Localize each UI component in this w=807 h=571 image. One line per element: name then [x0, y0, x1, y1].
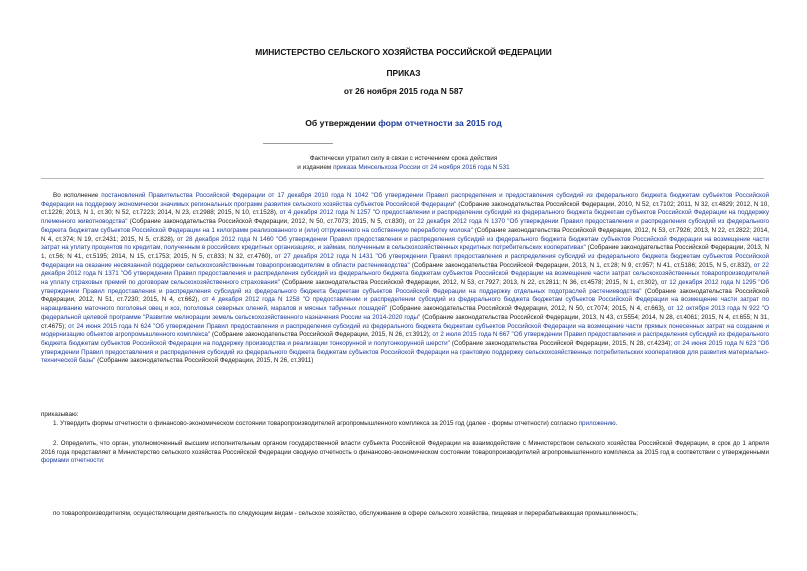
preamble-link[interactable]: постановлений Правительства Российской Федерации от 17 декабря 2010 года N 1042 "Об утверждении Правил распределения и предоставления субсидий из федерального бюджета бюджетам субъектов Российской Федерации на поддержку экономически значимых региональных программ развития сельского хозяйства субъектов Российской Федерации"	[41, 192, 769, 208]
order-item-1-text: 1. Утвердить формы отчетности о финансово-экономическом состоянии товаропроизводителей агропромышленного комплекса за 2015 год (далее - формы отчетности) согласно	[53, 420, 579, 427]
preamble-link[interactable]: от 27 декабря 2012 года N 1431 "Об утверждении Правил предоставления и распределения субсидий из федерального бюджета бюджетам субъектов Российской Федерации на оказание несвязанной поддержки сельскохозяйственным товаропроизводителям в области растениеводства"	[41, 252, 769, 269]
preamble-link[interactable]: от 12 октября 2013 года N 922 "О федеральной целевой программе "Развитие мелиорации земель сельскохозяйственного назначения России на 2014-2020 годы"	[41, 305, 769, 321]
preamble-text: (Собрание законодательства Российской Федерации, 2012, N 50, ст.7073; 2015, N 5, ст.830),	[127, 218, 409, 226]
order-word: приказываю:	[41, 411, 79, 418]
doc-title	[0, 118, 807, 128]
preamble-link[interactable]: от 2 июля 2015 года N 667 "Об утверждении Правил предоставления и распределения субсидий из федерального бюджета бюджетам субъектов Российской Федерации на поддержку производства и реализации тонкорунной и полутонкорунной шерсти"	[41, 331, 770, 347]
order-item-3: по товаропроизводителям, осуществляющим деятельность по следующим видам - сельское хозяйство, обслуживание в сфере сельского хозяйства, пищевая и перерабатывающая промышленность;	[53, 510, 638, 517]
status-note-link[interactable]: приказа Минсельхоза России от 24 ноября 2016 года N 531	[333, 164, 510, 171]
preamble-text: (Собрание законодательства Российской Федерации, 2015, N 28, ст.4234);	[449, 339, 675, 347]
doc-type-heading: ПРИКАЗ	[386, 68, 421, 78]
preamble-link[interactable]: от 24 июня 2015 года N 623 "Об утверждении Правил предоставления и распределения субсидий из федерального бюджета бюджетам субъектов Российской Федерации на грантовую поддержку сельскохозяйственных потребительских кооперативов для развития материально-технической базы"	[41, 339, 769, 365]
section-divider	[41, 178, 764, 179]
appendix-link[interactable]: приложению	[578, 420, 616, 427]
preamble-text: (Собрание законодательства Российской Федерации, 2012, N 50, ст.7074; 2015, N 4, ст.663),	[387, 305, 668, 313]
preamble-text: (Собрание законодательства Российской Федерации, 2012, N 53, ст.7927; 2013, N 22, ст.2811; N 36, ст.4578; 2015, N 1, ст.302),	[279, 279, 661, 287]
preamble-paragraph	[41, 192, 769, 366]
preamble-text: (Собрание законодательства Российской Федерации, 2010, N 52, ст.7102; 2011, N 32, ст.4829; 2012, N 10, ст.1226; 2013, N 1, ст.30; N 52, ст.7223; 2014, N 23, ст.2988; 2015, N 10, ст.1528),	[41, 200, 769, 217]
order-item-1	[41, 420, 769, 429]
preamble-link[interactable]: от 12 декабря 2012 года N 1295 "Об утверждении Правил предоставления и распределения субсидий из федерального бюджета бюджетам субъектов Российской Федерации на поддержку отдельных подотраслей растениеводства"	[41, 279, 770, 295]
preamble-link[interactable]: от 28 декабря 2012 года N 1460 "Об утверждении Правил предоставления и распределения субсидий из федерального бюджета бюджетам субъектов Российской Федерации на возмещение части затрат на уплату процентов по кредитам, полученным в российских кредитных организациях, и займам, полученным в сельскохозяйственных кредитных потребительских кооперативах"	[41, 235, 769, 252]
doc-title-link[interactable]: форм отчетности за 2015 год	[378, 118, 502, 128]
status-note-line1: Фактически утратил силу в связи с истечением срока действия	[309, 155, 498, 162]
status-note-prefix: и изданием	[297, 164, 334, 171]
preamble-text: (Собрание законодательства Российской Федерации, 2015, N 26, ст.3912);	[210, 331, 433, 339]
preamble-text: (Собрание законодательства Российской Федерации, 2015, N 26, ст.3911)	[95, 357, 314, 365]
preamble-text: (Собрание законодательства Российской Федерации, 2013, N 1, ст.28; N 9, ст.957; N 41, ст.5186; 2015, N 5, ст.832),	[409, 261, 754, 269]
order-item-2-tail: :	[102, 457, 105, 465]
preamble-link[interactable]: от 22 декабря 2012 года N 1370 "Об утверждении Правил предоставления и распределения субсидий из федерального бюджета бюджетам субъектов Российской Федерации на 1 килограмм реализованного и (или) отгруженного на собственную переработку молока"	[41, 218, 769, 234]
order-item-2-text: 2. Определить, что орган, уполномоченный высшим исполнительным органом государственной власти субъекта Российской Федерации на взаимодействие с Министерством сельского хозяйства Российской Федерации, в срок до 1 апреля 2016 года представляет в Министерство сельского хозяйства Российской Федерации сводную отчетность о финансово-экономическом состоянии товаропроизводителей агропромышленного комплекса за 2015 год в соответствии с утвержденными	[41, 440, 769, 456]
preamble-link[interactable]: от 22 декабря 2012 года N 1371 "Об утверждении Правил предоставления и распределения субсидий из федерального бюджета бюджетам субъектов Российской Федерации на возмещение части затрат сельскохозяйственных товаропроизводителей на уплату страховых премий по договорам сельскохозяйственного страхования"	[41, 261, 769, 287]
preamble-link[interactable]: от 4 декабря 2012 года N 1258 "О предоставлении и распределении субсидий из федерального бюджета бюджетам субъектов Российской Федерации на возмещение части затрат по наращиванию маточного поголовья овец и коз, поголовья северных оленей, маралов и мясных табунных лошадей"	[41, 296, 769, 313]
preamble-text: (Собрание законодательства Российской Федерации, 2012, N 51, ст.7230; 2015, N 4, ст.662),	[41, 287, 770, 304]
preamble-link[interactable]: от 4 декабря 2012 года N 1257 "О предоставлении и распределении субсидий из федерального бюджета бюджетам субъектов Российской Федерации на поддержку племенного животноводства"	[41, 209, 769, 226]
order-item-2	[41, 440, 769, 466]
preamble-text: (Собрание законодательства Российской Федерации, 2012, N 53, ст.7926; 2013, N 22, ст.2822; 2014, N 4, ст.374; N 19, ст.2431; 2015, N 5, ст.828),	[41, 226, 769, 243]
preamble-text: Во исполнение	[53, 192, 102, 199]
preamble-link[interactable]: от 24 июня 2015 года N 624 "Об утверждении Правил предоставления и распределения субсидий из федерального бюджета бюджетам субъектов Российской Федерации на возмещение части прямых понесенных затрат на создание и модернизацию объектов агропромышленного комплекса"	[41, 322, 769, 339]
ministry-heading: МИНИСТЕРСТВО СЕЛЬСКОГО ХОЗЯЙСТВА РОССИЙСКОЙ ФЕДЕРАЦИИ	[255, 47, 552, 57]
doc-title-prefix: Об утверждении	[305, 118, 379, 128]
status-note-line2	[0, 164, 807, 171]
report-forms-link[interactable]: формами отчетности	[41, 457, 103, 465]
order-item-1-tail: .	[615, 420, 618, 427]
title-divider	[263, 143, 333, 144]
preamble-text: (Собрание законодательства Российской Федерации, 2013, N 1, ст.56; N 41, ст.5195; 2014, N 15, ст.1753; 2015, N 5, ст.833; N 32, ст.4760),	[41, 244, 769, 260]
preamble-text: (Собрание законодательства Российской Федерации, 2013, N 43, ст.5554; 2014, N 28, ст.4061; 2015, N 4, ст.655; N 31, ст.4675);	[41, 313, 769, 330]
doc-date-number: от 26 ноября 2015 года N 587	[343, 86, 464, 96]
